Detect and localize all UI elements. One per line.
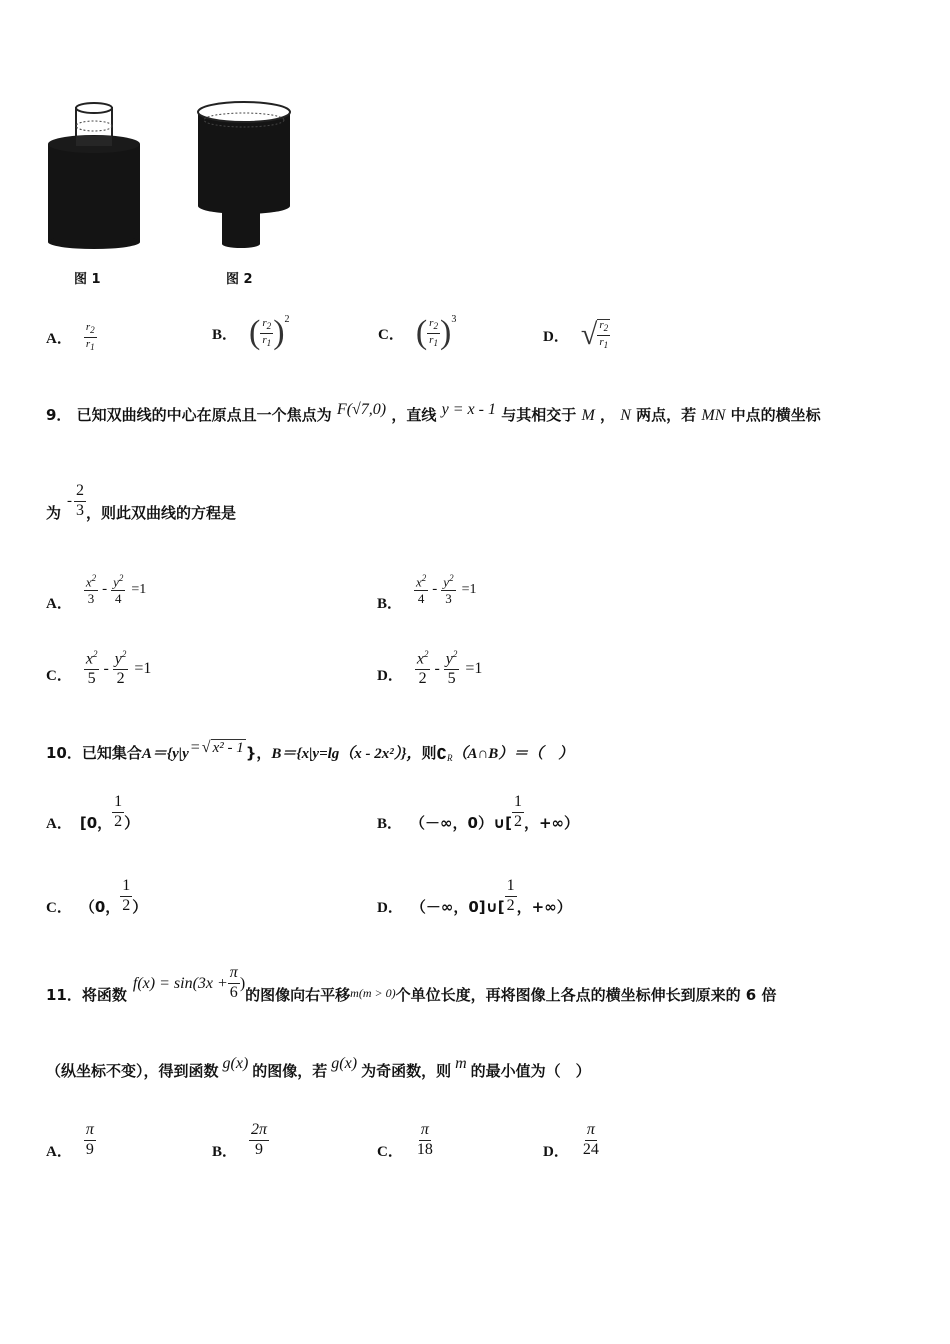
sqrt-content: x² - 1: [212, 740, 244, 756]
exponent: 2: [284, 314, 290, 325]
q9-line-1: 9． 已知双曲线的中心在原点且一个焦点为 F(√7,0) ，直线 y = x - 1 与其相交于 M ， N 两点，若 MN 中点的横坐标: [46, 401, 821, 424]
question-number: 11．: [46, 986, 82, 1004]
left-paren: (: [415, 314, 428, 351]
figure-1-label: 图 1: [74, 272, 101, 287]
question-number: 9．: [46, 406, 72, 424]
option-label: C．: [378, 326, 404, 343]
fraction: $\frac{r_2}{r_1}$: [599, 319, 609, 351]
sqrt-sign: √: [580, 318, 598, 351]
q8-option-a[interactable]: [46, 322, 97, 353]
line-equation: y = x - 1: [441, 401, 496, 418]
figure-1: [44, 100, 144, 250]
q8-option-b[interactable]: [212, 314, 290, 352]
complement-symbol: ∁: [436, 745, 447, 763]
fraction: $\frac{2}{3}$: [76, 482, 85, 519]
fraction: $\frac{r_2}{r_1}$: [429, 316, 439, 348]
figure-2-label: 图 2: [226, 272, 253, 287]
q9-line-2: 为 - $\frac{2}{3}$ ，则此双曲线的方程是: [46, 482, 237, 522]
q11-option-c[interactable]: C． $\frac{\pi}{18}$: [377, 1121, 433, 1160]
q11-option-b[interactable]: B． $\frac{2\pi}{9}$: [212, 1121, 268, 1160]
q9-option-c[interactable]: C． $\frac{x^2}{5}$ - $\frac{y^2}{2}$ =1: [46, 649, 152, 688]
q11-line-2: （纵坐标不变），得到函数 g(x) 的图像，若 g(x) 为奇函数，则 m 的最小值为（ ）: [46, 1055, 591, 1080]
q10-option-c[interactable]: C． （0， $\frac{1}{2}$ ）: [46, 877, 148, 916]
question-number: 10．: [46, 744, 82, 762]
option-label: D．: [543, 328, 569, 345]
cylinder-figure-2: [194, 98, 294, 250]
fraction: $\frac{r_2}{r_1}$: [85, 321, 95, 352]
function-expression: f(x) = sin(3x +: [132, 974, 228, 992]
sqrt-sign: √: [201, 739, 211, 756]
q10-stem: 10． 已知集合 A＝{y|y = √ x² - 1 }， B＝{x|y=lg（x - 2x²）}， 则 ∁ R （A∩B）＝（ ）: [46, 739, 574, 763]
q8-option-d[interactable]: [543, 318, 610, 352]
right-paren: ): [273, 314, 285, 351]
option-label: B．: [212, 326, 238, 343]
left-paren: (: [249, 314, 261, 351]
cylinder-figure-1: [44, 100, 144, 250]
q9-option-b[interactable]: B． $\frac{x^2}{4}$ - $\frac{y^2}{3}$ =1: [377, 572, 477, 612]
q9-option-a[interactable]: A． $\frac{x^2}{3}$ - $\frac{y^2}{4}$ =1: [46, 572, 147, 612]
right-paren: ): [440, 314, 452, 351]
q10-option-b[interactable]: B． （－∞，0）∪[ $\frac{1}{2}$ ，+∞）: [377, 793, 580, 832]
exponent: 3: [451, 314, 457, 325]
q10-option-a[interactable]: A． [0， $\frac{1}{2}$ ）: [46, 793, 140, 832]
q8-option-c[interactable]: [378, 314, 456, 352]
focus-expression: F(√7,0): [336, 401, 387, 418]
q11-option-d[interactable]: D． $\frac{\pi}{24}$: [543, 1121, 599, 1160]
fraction: $\frac{r_2}{r_1}$: [262, 316, 272, 348]
q10-option-d[interactable]: D． （－∞，0]∪[ $\frac{1}{2}$ ，+∞）: [377, 877, 572, 916]
q11-line-1: 11． 将函数 f(x) = sin(3x + $\frac{\pi}{6}$ ) 的图像向右平移 m(m > 0) 个单位长度，再将图像上各点的横坐标伸长到原来的 6 倍: [46, 964, 777, 1004]
q11-option-a[interactable]: A． $\frac{\pi}{9}$: [46, 1121, 94, 1160]
q9-option-d[interactable]: D． $\frac{x^2}{2}$ - $\frac{y^2}{5}$ =1: [377, 649, 483, 688]
figure-2: [194, 98, 294, 250]
option-label: A．: [46, 330, 72, 347]
